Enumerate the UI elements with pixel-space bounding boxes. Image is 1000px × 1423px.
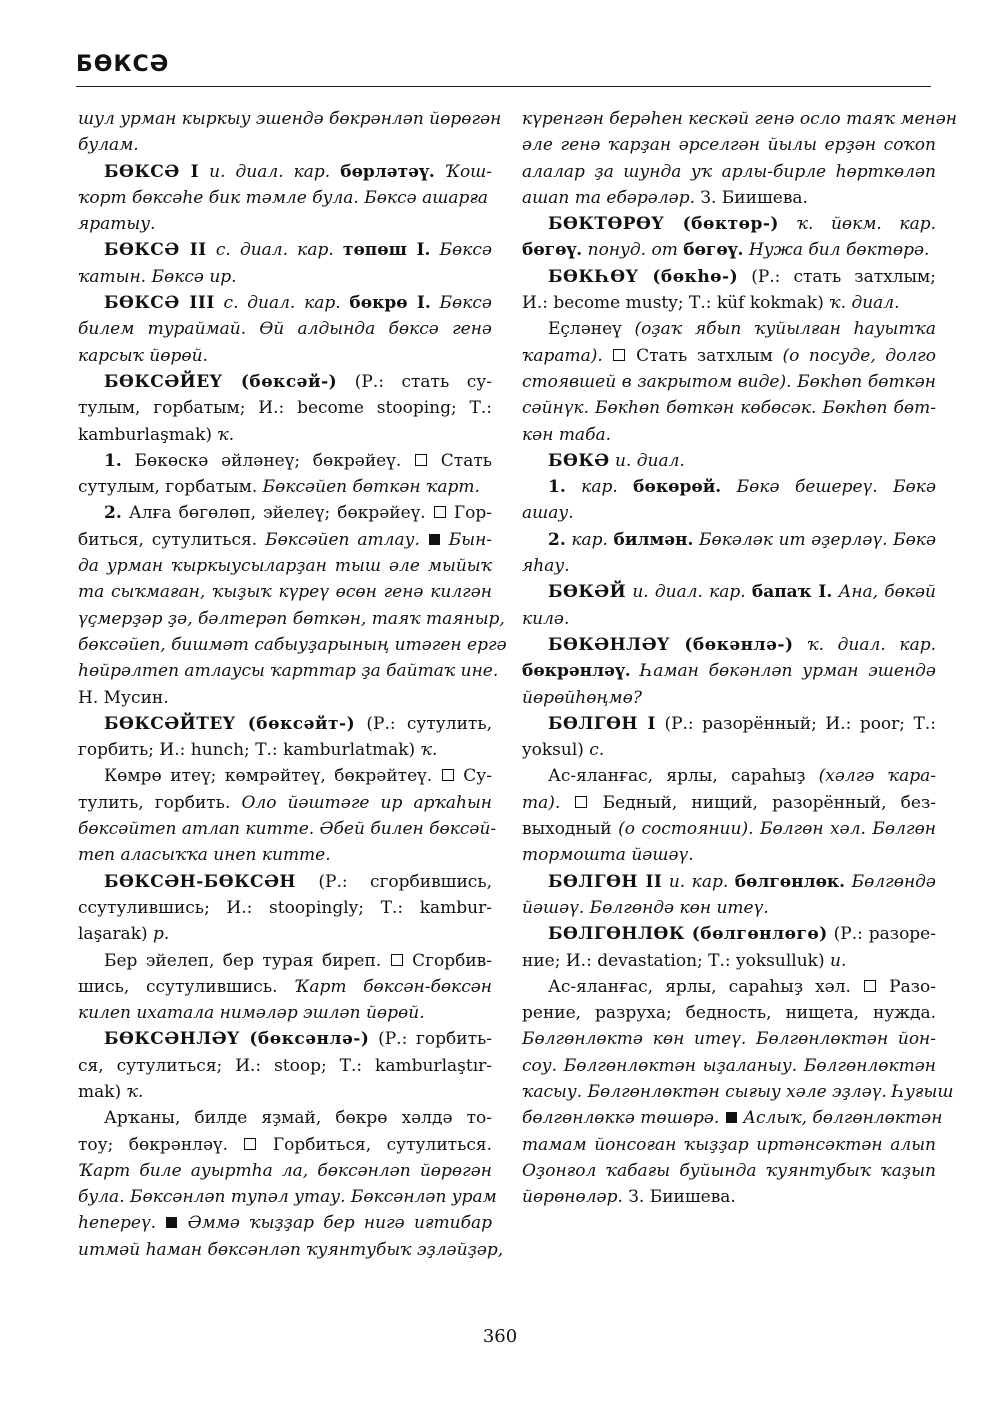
- text-run: яратыу.: [78, 214, 156, 235]
- text-run: билмән.: [613, 529, 694, 550]
- text-run: Бер эйелеп, бер турая биреп.: [104, 950, 390, 971]
- text-line: [78, 1210, 492, 1236]
- text-run: [207, 240, 216, 260]
- text-run: [631, 661, 641, 681]
- text-run: Стать затхлым: [626, 345, 783, 366]
- text-run: и. диал.: [615, 450, 685, 471]
- text-line: [522, 685, 936, 711]
- text-run: [215, 293, 224, 313]
- text-run: Стать: [428, 450, 492, 471]
- text-run: Нужа бил бөктөрә.: [748, 240, 930, 261]
- text-run: З. Биишева.: [695, 187, 808, 208]
- text-run: та).: [522, 792, 561, 813]
- text-run: и. диал. кар.: [209, 161, 331, 182]
- text-run: ашау.: [522, 503, 574, 524]
- text-line: [78, 422, 492, 448]
- text-run: [603, 346, 613, 366]
- text-line: [78, 1053, 492, 1079]
- text-run: бөкрәнләү.: [522, 661, 631, 682]
- text-line: [522, 974, 936, 1000]
- translation-marker-icon: [434, 506, 446, 518]
- text-run: (о состоянии). Бөлгөн хәл. Бөлгөн: [618, 819, 936, 840]
- headword: БӨЛГӨН II: [548, 871, 663, 892]
- example-marker-icon: [429, 534, 440, 545]
- text-run: понуд. от: [587, 240, 678, 261]
- text-line: [78, 553, 492, 579]
- text-run: Ҡош-: [444, 161, 493, 182]
- text-run: кән таба.: [522, 424, 611, 445]
- text-run: Разо-: [877, 976, 936, 997]
- text-run: [330, 162, 340, 182]
- page-header-headword: БӨКСӘ: [76, 52, 170, 77]
- text-run: Оҙонғол ҡабағы буйында ҡуянтубыҡ ҡаҙып: [522, 1160, 936, 1181]
- text-line: [78, 1237, 504, 1263]
- text-run: Ас-яланғас, ярлы, сараһыҙ хәл.: [548, 976, 864, 997]
- text-line: [78, 711, 492, 737]
- text-run: (Р.: стать су-: [337, 371, 492, 392]
- text-line: [78, 1079, 492, 1105]
- headword: БӨКСӘНЛӘҮ (бөксәнлә-): [104, 1029, 370, 1050]
- headword: БӨКСӘ I: [104, 161, 200, 182]
- text-line: [78, 290, 492, 316]
- text-line: [522, 527, 936, 553]
- text-run: 1.: [104, 450, 122, 471]
- text-run: ҡарата).: [522, 345, 603, 366]
- text-line: [522, 1079, 954, 1105]
- text-line: [78, 842, 492, 868]
- text-run: Бөксәйеп бөткән ҡарт.: [262, 477, 480, 498]
- text-line: [78, 132, 492, 158]
- text-line: [78, 237, 492, 263]
- text-line: [78, 316, 492, 342]
- text-run: [721, 477, 736, 497]
- text-run: [566, 477, 581, 497]
- text-line: [78, 974, 492, 1000]
- headword: БӨКӘНЛӘҮ (бөкәнлә-): [548, 634, 794, 655]
- text-line: [522, 1184, 936, 1210]
- text-run: кар.: [571, 529, 608, 550]
- text-run: с. диал. кар.: [215, 240, 334, 261]
- text-line: [522, 343, 936, 369]
- text-line: [78, 369, 492, 395]
- text-run: [334, 240, 343, 260]
- left-column: [78, 106, 507, 1263]
- text-run: бөгөү.: [522, 240, 583, 261]
- text-run: төпөш I.: [342, 240, 431, 261]
- text-run: Бын-: [448, 529, 493, 550]
- right-column: [522, 106, 957, 1210]
- text-run: ние; И.: devastation; Т.: yoksulluk): [522, 950, 831, 971]
- text-line: [78, 1184, 497, 1210]
- headword: БӨКСӘ III: [104, 293, 215, 314]
- text-run: [435, 162, 445, 182]
- text-run: [560, 793, 574, 813]
- text-run: Еҫләнеү: [548, 319, 635, 340]
- headword: БӨКСӘН-БӨКСӘН: [104, 871, 296, 892]
- text-run: тамам йонсоған ҡыҙҙар иртәнсәктән алып: [522, 1134, 936, 1155]
- text-run: (Р.: разорённый; И.: poor; Т.:: [655, 713, 936, 734]
- text-line: [78, 395, 492, 421]
- text-line: [78, 1132, 492, 1158]
- text-run: Әммә ҡыҙҙар бер нигә иғтибар: [187, 1213, 493, 1234]
- text-line: [78, 106, 502, 132]
- text-run: выходный: [522, 819, 619, 840]
- text-run: (Р.: стать затхлым;: [738, 266, 936, 287]
- text-line: [522, 448, 936, 474]
- text-run: [199, 162, 209, 182]
- text-line: [78, 869, 492, 895]
- text-line: [78, 500, 492, 526]
- text-run: Ас-яланғас, ярлы, сараһыҙ: [548, 766, 819, 787]
- text-run: да урман ҡыркыусыларҙан тыш әле мыйыҡ: [78, 556, 492, 577]
- text-line: [78, 1026, 492, 1052]
- text-run: ашап та ебәрәләр.: [522, 187, 695, 208]
- text-run: 2.: [104, 503, 122, 524]
- page-number: 360: [482, 1326, 518, 1347]
- text-line: [522, 553, 936, 579]
- text-run: и.: [830, 950, 847, 971]
- text-run: ҡ.: [217, 424, 235, 445]
- text-run: Бөксәйеп атлау.: [265, 529, 420, 550]
- text-line: [78, 527, 492, 553]
- text-run: Бөкә бешереү. Бөкә: [736, 477, 937, 498]
- text-run: [178, 1213, 187, 1233]
- text-line: [522, 948, 936, 974]
- header-rule: [76, 86, 931, 87]
- text-run: тормошта йәшәү.: [522, 845, 694, 866]
- text-line: [522, 579, 936, 605]
- text-run: сәйнүк. Бөкһөп бөткән көбөсәк. Бөкһөп бөт-: [522, 398, 936, 419]
- text-run: сутулым, горбатым.: [78, 477, 263, 498]
- text-run: [441, 530, 449, 550]
- text-run: с.: [589, 740, 605, 761]
- text-run: Арҡаны, билде яҙмай, бөкрө хәлдә то-: [104, 1108, 492, 1129]
- text-run: (хәлгә ҡара-: [818, 766, 936, 787]
- text-run: биться, сутулиться.: [78, 529, 266, 550]
- text-run: килә.: [522, 608, 570, 629]
- text-run: laşarak): [78, 924, 154, 945]
- text-line: [78, 211, 492, 237]
- headword: БӨКҺӨҮ (бөкһө-): [548, 266, 739, 287]
- example-marker-icon: [166, 1217, 177, 1228]
- text-run: ся, сутулиться; И.: stoop; Т.: kamburlaştır-: [78, 1055, 492, 1076]
- text-line: [522, 869, 936, 895]
- text-run: Ана, бөкәй: [838, 582, 937, 603]
- headword: БӨКСӘЙТЕҮ (бөксәйт-): [104, 713, 356, 734]
- text-run: шись, ссутулившись.: [78, 976, 295, 997]
- headword: БӨЛГӨНЛӨК (бөлгөнлөгө): [548, 924, 828, 945]
- text-line: [522, 264, 936, 290]
- text-line: [78, 1105, 492, 1131]
- text-line: [78, 948, 492, 974]
- text-run: йөрөйһөңмө?: [522, 687, 642, 708]
- text-run: карсыҡ йөрөй.: [78, 345, 208, 366]
- text-run: ҡатын. Бөксә ир.: [78, 266, 237, 287]
- text-line: [522, 1132, 936, 1158]
- text-line: [522, 159, 936, 185]
- text-run: һөйрәлтеп атлаусы ҡарттар ҙа байтаҡ ине.: [78, 661, 499, 682]
- text-line: [78, 448, 492, 474]
- headword: БӨКСӘ II: [104, 240, 207, 261]
- text-run: билем тураймай. Өй алдында бөксә генә: [78, 319, 492, 340]
- text-line: [78, 343, 492, 369]
- text-line: [522, 632, 936, 658]
- text-run: [156, 1213, 165, 1233]
- text-line: [522, 790, 936, 816]
- text-run: бөгөү.: [683, 240, 744, 261]
- text-line: [78, 606, 505, 632]
- text-run: Көмрө итеү; көмрәйтеү, бөкрәйтеү.: [104, 766, 441, 787]
- text-run: ссутулившись; И.: stoopingly; Т.: kambur-: [78, 897, 492, 918]
- text-run: горбить; И.: hunch; Т.: kamburlatmak): [78, 740, 421, 761]
- text-run: Алға бөгөлөп, эйелеү; бөкрәйеү.: [121, 503, 433, 524]
- text-run: шул урман кыркыу эшендә бөкрәнләп йөрөгән: [78, 109, 502, 129]
- text-line: [522, 1158, 936, 1184]
- text-run: [779, 214, 797, 234]
- headword: БӨКТӨРӨҮ (бөктөр-): [548, 214, 779, 235]
- text-run: Оло йәштәге ир арҡаһын: [241, 792, 492, 813]
- text-run: kamburlaşmak): [78, 424, 218, 445]
- text-run: бөлгөнлөк.: [734, 871, 846, 892]
- text-run: Горбиться, сутулиться.: [257, 1134, 492, 1155]
- text-line: [78, 685, 492, 711]
- text-run: бөкөрөй.: [633, 477, 722, 498]
- text-run: йәшәү. Бөлгөндә көн итеү.: [522, 897, 769, 918]
- text-line: [522, 369, 936, 395]
- text-line: [522, 1105, 943, 1131]
- text-run: бөксәйеп, бишмәт сабыуҙарының итәген ергә: [78, 634, 507, 655]
- text-line: [522, 658, 936, 684]
- text-run: [618, 477, 633, 497]
- translation-marker-icon: [864, 980, 876, 992]
- text-run: Бөкәләк ит әҙерләү. Бөкә: [699, 529, 937, 550]
- text-run: килеп ихатала нимәләр эшләп йөрөй.: [78, 1003, 425, 1024]
- text-run: Ҡарт бөксән-бөксән: [294, 976, 492, 997]
- text-line: [522, 474, 936, 500]
- text-run: ҡасыу. Бөлгөнлөктән сығыу хәле эҙләү. Һуғыш: [522, 1081, 954, 1102]
- text-line: [78, 185, 492, 211]
- text-line: [522, 1026, 936, 1052]
- text-line: [522, 895, 936, 921]
- translation-marker-icon: [244, 1138, 256, 1150]
- text-run: Бөкөскә әйләнеү; бөкрәйеү.: [121, 450, 415, 471]
- text-line: [522, 737, 936, 763]
- translation-marker-icon: [442, 769, 454, 781]
- text-run: [420, 530, 428, 550]
- text-line: [78, 264, 492, 290]
- text-run: йөрөнөләр.: [522, 1187, 623, 1208]
- text-line: [78, 159, 492, 185]
- translation-marker-icon: [391, 954, 403, 966]
- text-run: булам.: [78, 135, 139, 156]
- text-run: [719, 1108, 724, 1128]
- text-run: ҡ. диал. кар.: [807, 634, 937, 655]
- text-run: соу. Бөлгөнлөктән ыҙаланыу. Бөлгөнлөктән: [522, 1055, 936, 1076]
- text-run: [794, 635, 808, 655]
- headword: БӨКСӘЙЕҮ (бөксәй-): [104, 371, 338, 392]
- translation-marker-icon: [613, 349, 625, 361]
- text-line: [78, 763, 492, 789]
- text-run: бөрләтәү.: [340, 161, 435, 182]
- text-run: З. Биишева.: [622, 1187, 736, 1208]
- translation-marker-icon: [415, 454, 427, 466]
- text-run: ҡ.: [126, 1081, 144, 1102]
- text-run: бөксәйтеп атлап китте. Әбей билен бөксәй-: [78, 819, 497, 840]
- text-run: (Р.: горбить-: [369, 1029, 492, 1050]
- text-run: Бөлгөнлөктә көн итеү. Бөлгөнлөктән йон-: [522, 1029, 936, 1050]
- headword: БӨЛГӨН I: [548, 713, 656, 734]
- text-run: рение, разруха; бедность, нищета, нужда.: [522, 1003, 936, 1024]
- text-run: Бедный, нищий, разорённый, без-: [588, 792, 936, 813]
- text-run: кар.: [581, 477, 618, 498]
- headword: БӨКӘЙ: [548, 582, 627, 603]
- example-marker-icon: [726, 1112, 737, 1123]
- text-run: үҫмерҙәр ҙә, бәлтерәп бөткән, таяҡ таяныр,: [78, 608, 505, 629]
- text-line: [522, 1000, 936, 1026]
- text-line: [522, 316, 936, 342]
- text-line: [78, 632, 507, 658]
- text-run: 1.: [548, 477, 566, 498]
- text-line: [522, 606, 936, 632]
- text-line: [522, 842, 936, 868]
- text-line: [78, 474, 492, 500]
- text-run: yoksul): [522, 740, 590, 761]
- text-run: ҡорт бөксәһе бик тәмле була. Бөксә ашарға: [78, 187, 489, 208]
- text-run: һепереү.: [78, 1213, 157, 1234]
- headword: БӨКӘ: [548, 450, 610, 471]
- text-run: 2.: [548, 529, 566, 550]
- text-run: и. кар.: [668, 871, 729, 892]
- text-run: Бөксә: [439, 293, 492, 314]
- text-run: Гор-: [446, 503, 492, 524]
- text-line: [522, 395, 936, 421]
- text-line: [522, 921, 936, 947]
- text-run: тоу; бөкрәнләү.: [78, 1134, 244, 1155]
- text-run: теп аласыҡҡа инеп китте.: [78, 845, 331, 866]
- text-run: Бөлгөндә: [851, 871, 936, 892]
- text-run: була. Бөксәнләп тупәл утау. Бөксәнләп урам: [78, 1187, 497, 1208]
- text-run: Һаман бөкәнләп урман эшендә: [640, 661, 936, 682]
- text-line: [78, 658, 499, 684]
- text-line: [522, 237, 936, 263]
- text-run: ҡ. йөкм. кар.: [796, 214, 936, 235]
- text-run: ҡ. диал.: [829, 293, 900, 314]
- text-line: [522, 106, 957, 132]
- text-line: [522, 290, 936, 316]
- text-line: [78, 1158, 492, 1184]
- text-run: күренгән берәһен кескәй генә осло таяҡ менән: [522, 109, 957, 129]
- text-line: [522, 132, 936, 158]
- text-run: бапаҡ I.: [751, 582, 833, 603]
- text-run: р.: [153, 924, 170, 945]
- text-run: (Р.: сутулить,: [355, 713, 492, 734]
- text-run: Су-: [454, 766, 492, 787]
- text-line: [522, 1053, 936, 1079]
- text-run: әле генә ҡарҙан әрселгән йылы ерҙән соҡоп: [522, 135, 936, 156]
- text-line: [78, 790, 492, 816]
- text-run: [430, 240, 439, 260]
- text-line: [78, 1000, 492, 1026]
- text-line: [522, 816, 936, 842]
- translation-marker-icon: [575, 796, 587, 808]
- text-line: [522, 763, 936, 789]
- text-run: Н. Мусин.: [78, 687, 169, 708]
- text-run: стоявшей в закрытом виде). Бөкһөп бөткән: [522, 371, 936, 392]
- text-run: бөлгөнлөккә төшөрә.: [522, 1108, 720, 1129]
- text-run: алалар ҙа шунда уҡ арлы-бирле һөрткөләп: [522, 161, 936, 182]
- text-run: И.: become musty; Т.: küf kokmak): [522, 293, 830, 314]
- text-run: (Р.: разоре-: [827, 924, 936, 945]
- text-line: [78, 737, 492, 763]
- text-run: и. диал. кар.: [632, 582, 746, 603]
- text-line: [78, 816, 497, 842]
- text-line: [522, 422, 936, 448]
- text-run: (Р.: сгорбившись,: [295, 871, 492, 892]
- text-run: Аслыҡ, бөлгөнлөктән: [743, 1108, 943, 1129]
- text-run: яһау.: [522, 556, 570, 577]
- text-run: бөкрө I.: [349, 293, 431, 314]
- text-line: [522, 211, 936, 237]
- text-run: тулым, горбатым; И.: become stooping; Т.:: [78, 398, 492, 419]
- text-line: [522, 185, 936, 211]
- text-line: [78, 895, 492, 921]
- text-run: (оҙаҡ ябып ҡуйылған һауытҡа: [634, 319, 936, 340]
- text-run: итмәй һаман бөксәнләп ҡуянтубыҡ эҙләйҙәр,: [78, 1239, 504, 1260]
- text-run: с. диал. кар.: [223, 293, 341, 314]
- text-run: mak): [78, 1081, 127, 1102]
- text-run: Сгорбив-: [403, 950, 492, 971]
- text-line: [78, 921, 492, 947]
- text-run: (о посуде, долго: [782, 345, 937, 366]
- text-run: Бөксә: [439, 240, 493, 261]
- text-run: та сыҡмаған, ҡыҙыҡ күреү өсөн генә килгән: [78, 582, 492, 603]
- text-line: [522, 500, 936, 526]
- text-line: [522, 711, 936, 737]
- text-run: Ҡарт биле ауыртһа ла, бөксәнләп йөрөгән: [78, 1160, 492, 1181]
- text-run: тулить, горбить.: [78, 792, 242, 813]
- text-run: ҡ.: [420, 740, 438, 761]
- text-line: [78, 579, 492, 605]
- text-run: [431, 293, 440, 313]
